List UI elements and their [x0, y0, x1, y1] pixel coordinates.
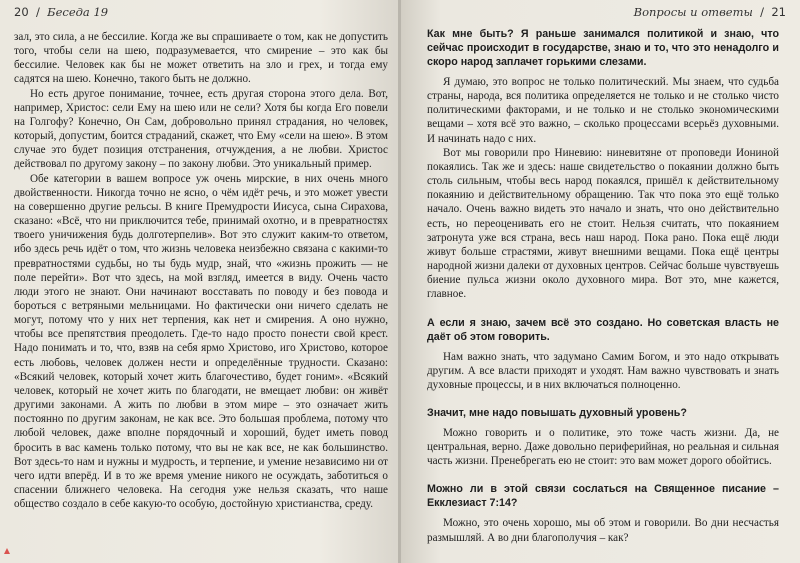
answer-3-paragraph-1: Можно говорить и о политике, это тоже часть жизни. Да, не центральная, верно. Даже довольно периферийная, но реальная и сильная часть жизни. Пренебрегать ею не стоит: это вам может дорого обойтись. [427, 426, 779, 468]
left-paragraph-2: Но есть другое понимание, точнее, есть другая сторона этого дела. Вот, например, Христос: сели Ему на шею или не сели? Хотя бы когда Его повели на Голгофу? Конечно, Он Сам, добровольно принял страдания, но человек, который, допустим, боится страданий, скажет, что Ему «сели на шею». В этом случае это будет позиция отстранения, отчуждения, а не любви. Христос действовал по другому закону – по закону любви. Это уникальный пример. [14, 87, 388, 171]
right-text-column [427, 27, 779, 545]
right-header-separator: / [760, 5, 765, 19]
left-text-column [14, 30, 388, 511]
right-page-number: 21 [771, 5, 786, 19]
answer-1-paragraph-1: Я думаю, это вопрос не только политический. Мы знаем, что судьба страны, народа, вся политика определяется не только и не столько чисто политическими факторами, и не только и не столько экономическими вещами – хотя всё это важно, – сколько процессами всерьёз духовными. И начинать надо с них. [427, 76, 779, 145]
question-2: А если я знаю, зачем всё это создано. Но советская власть не даёт об этом говорить. [427, 316, 779, 343]
right-running-head [634, 5, 786, 19]
right-page [401, 0, 800, 563]
right-running-title: Вопросы и ответы [633, 5, 753, 19]
left-paragraph-1: зал, это сила, а не бессилие. Когда же вы спрашиваете о том, как не допустить того, чтобы сели на шею, подразумевается, что смирение – это как бы бессилие. Человек как бы не может ответить на зло и грех, и тогда ему садятся на шею. Конечно, такого быть не должно. [14, 31, 388, 86]
left-header-separator: / [35, 5, 40, 19]
question-1: Как мне быть? Я раньше занимался политикой и знаю, что сейчас происходит в государстве, знаю и то, что это ненадолго и скоро народ заплачет горькими слезами. [427, 28, 779, 68]
question-3: Значит, мне надо повышать духовный уровень? [427, 406, 687, 419]
left-page-number: 20 [14, 5, 29, 19]
left-running-head [14, 5, 108, 19]
left-page [0, 0, 399, 563]
question-4: Можно ли в этой связи сослаться на Священное писание – Екклезиаст 7:14? [427, 483, 779, 510]
page-edge-mark-icon [4, 548, 10, 554]
answer-4-paragraph-1: Можно, это очень хорошо, мы об этом и говорили. Во дни несчастья размышляй. А во дни благополучия – как? [427, 517, 779, 544]
left-running-title: Беседа 19 [47, 5, 109, 19]
answer-1-paragraph-2: Вот мы говорили про Ниневию: ниневитяне от проповеди Иониной покаялись. Так же и здесь: наше свидетельство о покаянии должно быть столь сильным, чтобы весь народ покаялся, пришёл к действительному покаянию и действительному обращению. Так что пока это ещё только начало. Очень важно видеть это начало и знать, что оно действительно есть, но переоценивать его не стоит. Нельзя считать, что покаянием затронута уже вся страна, весь наш народ. Пока рано. Пока ещё люди живут больше страстями, живут внешними вещами. Пока ещё центры народной жизни далеки от духовных центров. Сейчас больше чувствуешь биение пульса жизни около духовного мира. Вот это, мне кажется, главное. [427, 146, 779, 301]
left-paragraph-3: Обе категории в вашем вопросе уж очень мирские, в них очень много двойственности. Никогда точно не ясно, о чём идёт речь, и это может увести на совершенно другие рельсы. В книге Премудрости Иисуса, сына Сирахова, сказано: «Всё, что ни приключится тебе, принимай охотно, и в превратностях твоего уничижения будь долготерпелив». Вот это служит каким-то ответом, ибо здесь речь идёт о том, что жизнь человека неизбежно связана с какими-то превратностями судьбы, но ты будь мудр, знай, что «жизнь прожить — не поле перейти». Вот что здесь, на мой взгляд, имеется в виду. Очень часто люди этого не знают. Они начинают восставать по поводу и без повода и бороться с ветряными мельницами. Но фактически они ничего сделать не могут, потому что у них нет терпения, как нет и смирения. А оно нужно, чтобы все препятствия преодолеть. Где-то надо просто понести свой крест. Надо понимать и то, что, взяв на себя ярмо Христово, иго Христово, которое есть любовь, человек должен нести и определённые трудности. Сказано: «Всякий человек, который хочет жить благочестиво, будет гоним». «Всякий человек, который не хочет жить по благодати, не вмещает любви: он живёт другими законами. А жить по любви в этом мире – это означает жить постоянно по другим законам, не как все. Это большая проблема, потому что любой человек, даже вполне порядочный и хороший, будет иметь повод бросить в вас камень только потому, что вы не как все, не как большинство. Вот здесь-то нам и нужны и мудрость, и терпение, и умение независимо ни от чего идти вперёд. И в то же время умение никого не осуждать, заботиться о спасении ближнего человека. На сегодня уже нельзя сказать, что наше общество создало в себе какую-то особую, достойную христианства, среду. [14, 172, 388, 511]
answer-2-paragraph-1: Нам важно знать, что задумано Самим Богом, и это надо открывать другим. А все власти приходят и уходят. Нам важно чувствовать и знать духовные процессы, и в них включаться полноценно. [427, 350, 779, 391]
